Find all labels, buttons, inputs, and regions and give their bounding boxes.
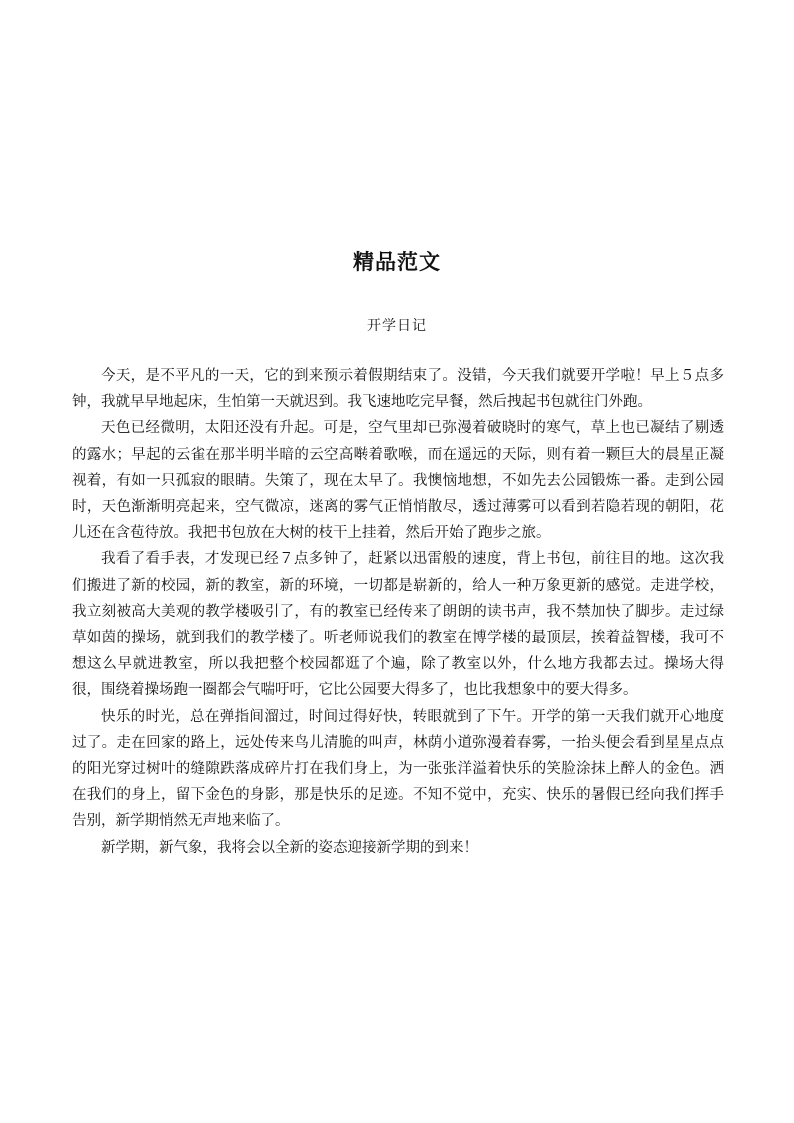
document-subtitle: 开学日记 <box>367 318 427 334</box>
paragraph: 快乐的时光，总在弹指间溜过，时间过得好快，转眼就到了下午。开学的第一天我们就开心地度过了。走在回家的路上，远处传来鸟儿清脆的叫声，林荫小道弥漫着春雾，一抬头便会看到星星点点的阳光穿过树叶的缝隙跌落成碎片打在我们身上，为一张张洋溢着快乐的笑脸涂抹上醉人的金色。洒在我们的身上，留下金色的身影，那是快乐的足迹。不知不觉中，充实、快乐的暑假已经向我们挥手告别，新学期悄然无声地来临了。 <box>72 708 724 830</box>
paragraph: 我看了看手表，才发现已经７点多钟了，赶紧以迅雷般的速度，背上书包，前往目的地。这次我们搬进了新的校园，新的教室，新的环境，一切都是崭新的，给人一种万象更新的感觉。走进学校，我立刻被高大美观的教学楼吸引了，有的教室已经传来了朗朗的读书声，我不禁加快了脚步。走过绿草如茵的操场，就到我们的教学楼了。听老师说我们的教室在博学楼的最顶层，挨着益智楼，我可不想这么早就进教室，所以我把整个校园都逛了个遍，除了教室以外，什么地方我都去过。操场大得很，围绕着操场跑一圈都会气喘吁吁，它比公园要大得多了，也比我想象中的要大得多。 <box>72 551 724 699</box>
document-body <box>72 363 724 861</box>
paragraph: 新学期，新气象，我将会以全新的姿态迎接新学期的到来！ <box>101 839 478 856</box>
paragraph: 天色已经微明，太阳还没有升起。可是，空气里却已弥漫着破晓时的寒气，草上也已凝结了剔透的露水；早起的云雀在那半明半暗的云空高啭着歌喉，而在遥远的天际，则有着一颗巨大的晨星正凝视着，有如一只孤寂的眼睛。失策了，现在太早了。我懊恼地想，不如先去公园锻炼一番。走到公园时，天色渐渐明亮起来，空气微凉，迷离的雾气正悄悄散尽，透过薄雾可以看到若隐若现的朝阳，花儿还在含苞待放。我把书包放在大树的枝干上挂着，然后开始了跑步之旅。 <box>72 420 724 542</box>
document-title: 精品范文 <box>353 250 441 274</box>
paragraph: 今天，是不平凡的一天，它的到来预示着假期结束了。没错，今天我们就要开学啦！早上５点多钟，我就早早地起床，生怕第一天就迟到。我飞速地吃完早餐，然后拽起书包就往门外跑。 <box>72 368 724 411</box>
